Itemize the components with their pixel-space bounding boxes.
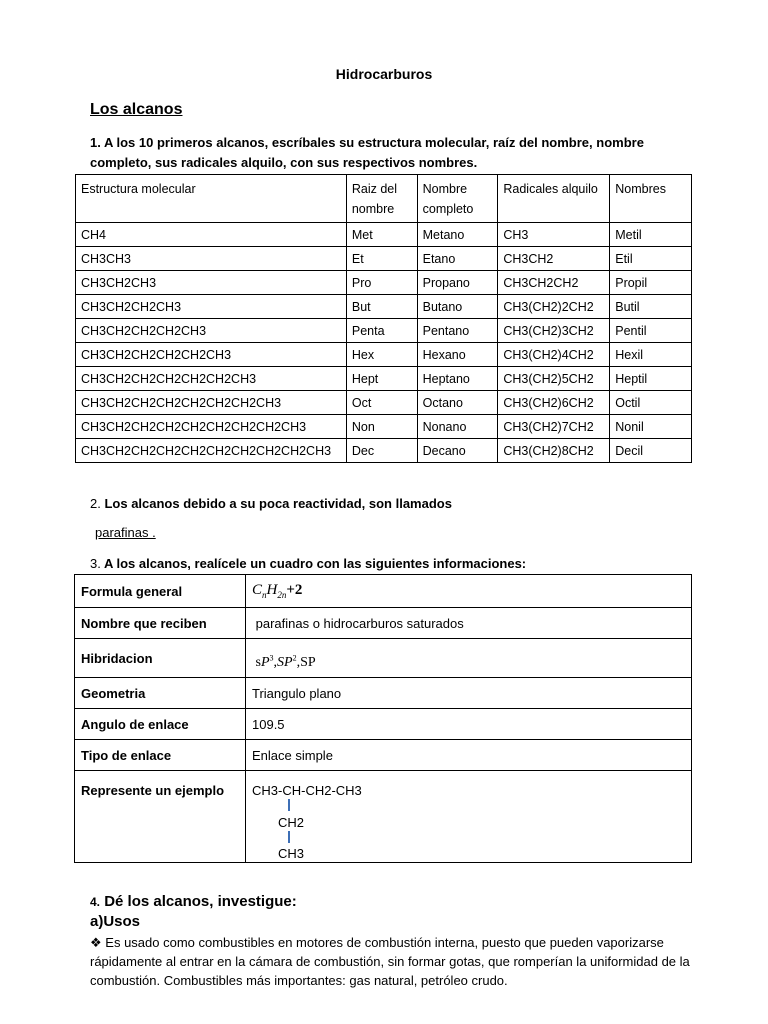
cell-estructura: CH3CH3 [76, 247, 347, 271]
cell-raiz: Hex [346, 343, 417, 367]
hibridacion-value: $sP^3,SP^2,SP$ [246, 639, 692, 678]
cell-nombre-completo: Metano [417, 223, 498, 247]
cell-nombre-completo: Butano [417, 295, 498, 319]
table-row [76, 367, 692, 391]
table-row [76, 247, 692, 271]
bond-line [288, 799, 290, 811]
cell-estructura: CH3CH2CH2CH2CH2CH2CH3 [76, 367, 347, 391]
header-raiz: Raiz del nombre [346, 175, 417, 223]
cell-raiz: Hept [346, 367, 417, 391]
table-row [76, 415, 692, 439]
table-row [76, 295, 692, 319]
tipo-label: Tipo de enlace [75, 740, 246, 771]
angulo-label: Angulo de enlace [75, 709, 246, 740]
question-4-text: Dé los alcanos, investigue: [104, 893, 297, 910]
nombre-label: Nombre que reciben [75, 608, 246, 639]
cell-nombre-completo: Pentano [417, 319, 498, 343]
cell-estructura: CH3CH2CH2CH2CH3 [76, 319, 347, 343]
cell-radical: CH3(CH2)5CH2 [498, 367, 610, 391]
cell-nombre-completo: Etano [417, 247, 498, 271]
angulo-value: 109.5 [246, 709, 692, 740]
geometria-label: Geometria [75, 678, 246, 709]
cell-nombre-radical: Butil [610, 295, 692, 319]
cell-radical: CH3CH2 [498, 247, 610, 271]
section-heading: Los alcanos [90, 101, 183, 118]
cell-radical: CH3(CH2)8CH2 [498, 439, 610, 463]
ejemplo-value [246, 771, 692, 863]
cell-estructura: CH4 [76, 223, 347, 247]
geometria-value: Triangulo plano [246, 678, 692, 709]
row-tipo [75, 740, 692, 771]
cell-radical: CH3(CH2)4CH2 [498, 343, 610, 367]
question-4 [90, 893, 297, 910]
table-row [76, 439, 692, 463]
cell-radical: CH3CH2CH2 [498, 271, 610, 295]
cell-raiz: Penta [346, 319, 417, 343]
cell-raiz: Oct [346, 391, 417, 415]
cell-nombre-completo: Octano [417, 391, 498, 415]
cell-estructura: CH3CH2CH2CH2CH2CH3 [76, 343, 347, 367]
header-nombres: Nombres [610, 175, 692, 223]
formula-label: Formula general [75, 575, 246, 608]
question-2 [90, 496, 452, 511]
table-row [76, 391, 692, 415]
usos-paragraph [90, 933, 690, 990]
question-1-number: 1. [90, 135, 101, 150]
question-3-text: A los alcanos, realícele un cuadro con las siguientes informaciones: [103, 556, 527, 571]
cell-nombre-radical: Hexil [610, 343, 692, 367]
table-row [76, 271, 692, 295]
usos-text: Es usado como combustibles en motores de combustión interna, puesto que pueden vaporizarse rápidamente al entrar en la cámara de combustión, sin formar gotas, que romperían la uniformidad de la combustión. Combustibles más importantes: gas natural, petróleo crudo. [90, 935, 690, 988]
cell-nombre-radical: Heptil [610, 367, 692, 391]
table-row [76, 223, 692, 247]
page-title: Hidrocarburos [335, 66, 433, 82]
question-3 [90, 556, 526, 571]
question-3-number: 3. [90, 556, 101, 571]
ejemplo-label: Represente un ejemplo [75, 771, 246, 863]
row-nombre [75, 608, 692, 639]
bullet-icon: ❖ [90, 935, 102, 950]
cell-nombre-radical: Decil [610, 439, 692, 463]
table-row [76, 319, 692, 343]
row-geometria [75, 678, 692, 709]
usos-heading: a)Usos [90, 913, 141, 930]
formula-value: $C_nH_{2n}+2$ [246, 575, 692, 608]
header-estructura: Estructura molecular [76, 175, 347, 223]
cell-nombre-radical: Metil [610, 223, 692, 247]
cell-estructura: CH3CH2CH2CH2CH2CH2CH2CH3 [76, 391, 347, 415]
tipo-value: Enlace simple [246, 740, 692, 771]
cell-nombre-radical: Pentil [610, 319, 692, 343]
row-angulo [75, 709, 692, 740]
cell-nombre-completo: Decano [417, 439, 498, 463]
formula-branch-ch3: CH3 [278, 846, 305, 861]
table-row [76, 343, 692, 367]
cell-radical: CH3(CH2)2CH2 [498, 295, 610, 319]
cell-nombre-radical: Etil [610, 247, 692, 271]
cell-radical: CH3(CH2)3CH2 [498, 319, 610, 343]
cell-raiz: Dec [346, 439, 417, 463]
cell-raiz: Pro [346, 271, 417, 295]
cell-raiz: Met [346, 223, 417, 247]
cell-estructura: CH3CH2CH2CH2CH2CH2CH2CH2CH3 [76, 415, 347, 439]
header-nombre-completo: Nombre completo [417, 175, 498, 223]
structural-formula [252, 771, 685, 861]
formula-main-chain: CH3-CH-CH2-CH3 [252, 783, 362, 798]
hibridacion-label: Hibridacion [75, 639, 246, 678]
cell-raiz: Non [346, 415, 417, 439]
nombre-value: parafinas o hidrocarburos saturados [246, 608, 692, 639]
question-4-number: 4. [90, 895, 101, 909]
bond-line [288, 831, 290, 843]
cell-nombre-completo: Nonano [417, 415, 498, 439]
cell-radical: CH3 [498, 223, 610, 247]
cell-estructura: CH3CH2CH2CH3 [76, 295, 347, 319]
cell-nombre-radical: Octil [610, 391, 692, 415]
cell-nombre-radical: Propil [610, 271, 692, 295]
question-1 [90, 133, 690, 173]
alkanes-table [75, 174, 692, 463]
cell-raiz: Et [346, 247, 417, 271]
properties-table [74, 574, 692, 863]
alkanes-table-header [76, 175, 692, 223]
cell-radical: CH3(CH2)6CH2 [498, 391, 610, 415]
cell-estructura: CH3CH2CH3 [76, 271, 347, 295]
question-1-text: A los 10 primeros alcanos, escríbales su estructura molecular, raíz del nombre, nombre completo, sus radicales alquilo, con sus respectivos nombres. [90, 135, 644, 170]
cell-raiz: But [346, 295, 417, 319]
cell-nombre-radical: Nonil [610, 415, 692, 439]
row-ejemplo [75, 771, 692, 863]
cell-radical: CH3(CH2)7CH2 [498, 415, 610, 439]
header-radicales: Radicales alquilo [498, 175, 610, 223]
cell-nombre-completo: Propano [417, 271, 498, 295]
cell-estructura: CH3CH2CH2CH2CH2CH2CH2CH2CH2CH3 [76, 439, 347, 463]
row-formula [75, 575, 692, 608]
row-hibridacion [75, 639, 692, 678]
question-2-number: 2. [90, 496, 101, 511]
cell-nombre-completo: Hexano [417, 343, 498, 367]
question-2-answer: parafinas . [95, 525, 156, 540]
cell-nombre-completo: Heptano [417, 367, 498, 391]
question-2-text: Los alcanos debido a su poca reactividad, son llamados [104, 496, 452, 511]
formula-branch-ch2: CH2 [278, 815, 305, 830]
